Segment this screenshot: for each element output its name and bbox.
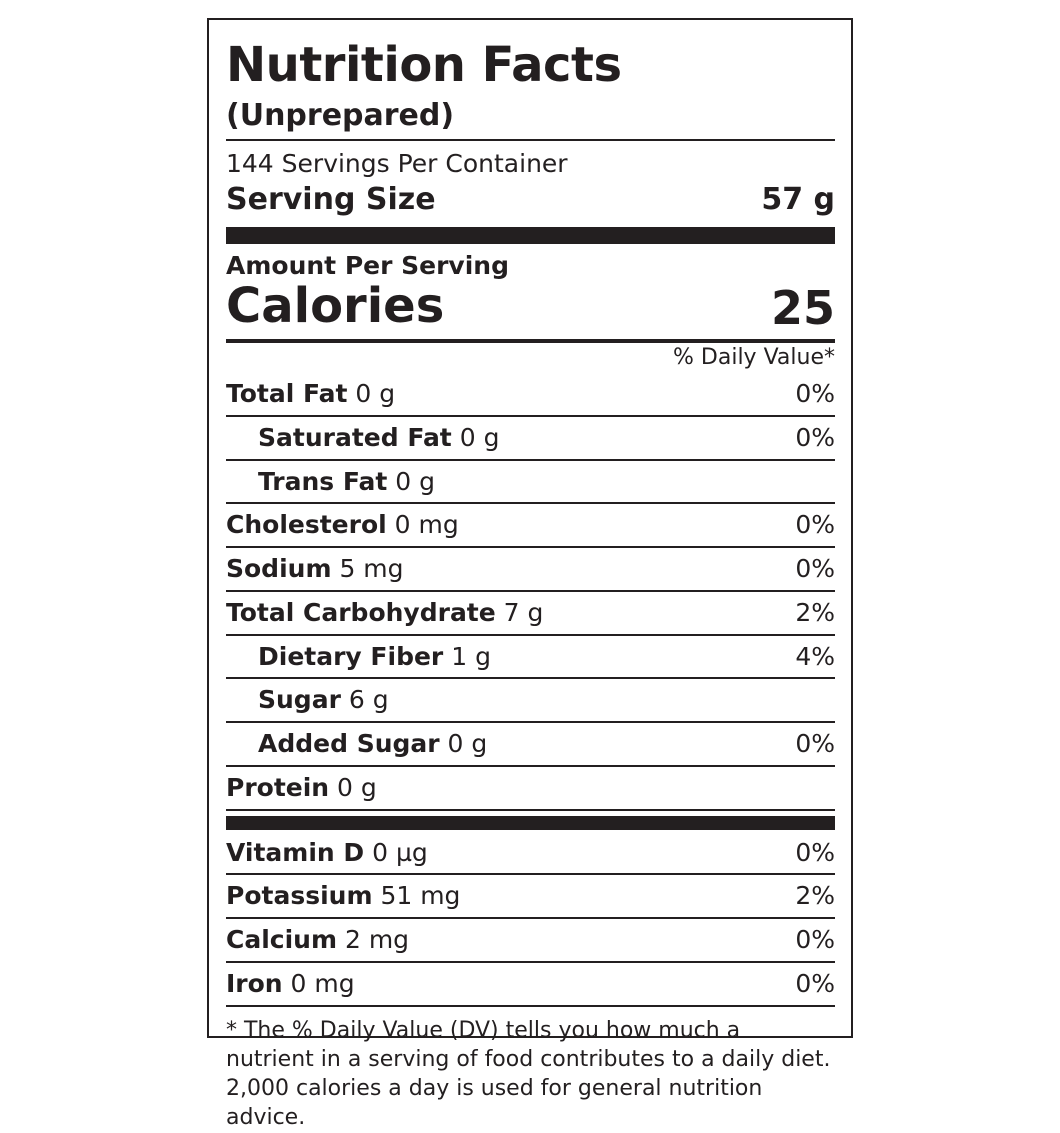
daily-value-footnote: * The % Daily Value (DV) tells you how much a nutrient in a serving of food contributes to a daily diet. 2,000 calories a day is used for general nutrition advice. [226, 1017, 831, 1131]
nutrient-name: Iron 0 mg [226, 968, 355, 998]
nutrient-row-divider [226, 809, 835, 811]
page-title: Nutrition Facts [226, 37, 622, 93]
nutrient-name: Protein 0 g [226, 772, 377, 802]
nutrient-row [226, 723, 835, 765]
nutrient-daily-value: 0% [795, 510, 835, 540]
nutrient-row [226, 636, 835, 678]
calories-label: Calories [226, 278, 445, 335]
nutrient-daily-value: 0% [795, 729, 835, 759]
micronutrient-list [226, 832, 835, 1005]
micronutrient-row [226, 832, 835, 874]
nutrient-row [226, 767, 835, 809]
nutrition-facts-inner [225, 37, 835, 1133]
nutrient-row [226, 679, 835, 721]
nutrient-daily-value: 0% [795, 925, 835, 955]
nutrient-name: Sodium 5 mg [226, 554, 404, 584]
nutrient-name: Dietary Fiber 1 g [258, 641, 491, 671]
nutrient-name: Trans Fat 0 g [258, 466, 435, 496]
label-subtitle: (Unprepared) [226, 98, 455, 134]
nutrient-list [226, 373, 835, 811]
nutrient-name: Calcium 2 mg [226, 925, 410, 955]
nutrient-name: Total Carbohydrate 7 g [226, 597, 544, 627]
nutrient-row [226, 548, 835, 590]
nutrient-daily-value: 0% [795, 422, 835, 452]
calories-value: 25 [770, 280, 835, 335]
nutrient-daily-value: 0% [795, 968, 835, 998]
nutrient-daily-value: 0% [795, 554, 835, 584]
nutrient-row [226, 417, 835, 459]
serving-size-label: Serving Size [226, 182, 436, 218]
serving-size-value: 57 g [761, 182, 835, 218]
nutrient-row [226, 373, 835, 415]
nutrient-name: Cholesterol 0 mg [226, 510, 459, 540]
nutrient-daily-value: 0% [795, 379, 835, 409]
nutrient-name: Added Sugar 0 g [258, 729, 488, 759]
nutrient-daily-value: 0% [795, 837, 835, 867]
micronutrient-row [226, 919, 835, 961]
amount-per-serving: Amount Per Serving [226, 251, 509, 281]
servings-per-container: 144 Servings Per Container [226, 148, 568, 178]
daily-value-header: % Daily Value* [673, 345, 835, 371]
nutrient-name: Vitamin D 0 µg [226, 837, 428, 867]
micronutrient-row [226, 875, 835, 917]
divider-thick-top [226, 227, 835, 244]
nutrient-row [226, 504, 835, 546]
divider-thick-bottom [226, 816, 835, 830]
nutrient-name: Sugar 6 g [258, 685, 389, 715]
nutrient-daily-value: 4% [795, 641, 835, 671]
nutrient-name: Total Fat 0 g [226, 379, 396, 409]
calories-row [226, 280, 835, 339]
nutrient-name: Potassium 51 mg [226, 881, 461, 911]
serving-size-row [226, 182, 835, 221]
nutrient-daily-value: 2% [795, 881, 835, 911]
nutrition-facts-label [207, 18, 853, 1131]
micronutrient-row [226, 963, 835, 1005]
nutrient-daily-value: 2% [795, 597, 835, 627]
nutrient-row [226, 461, 835, 503]
nutrient-row [226, 592, 835, 634]
nutrient-name: Saturated Fat 0 g [258, 422, 500, 452]
